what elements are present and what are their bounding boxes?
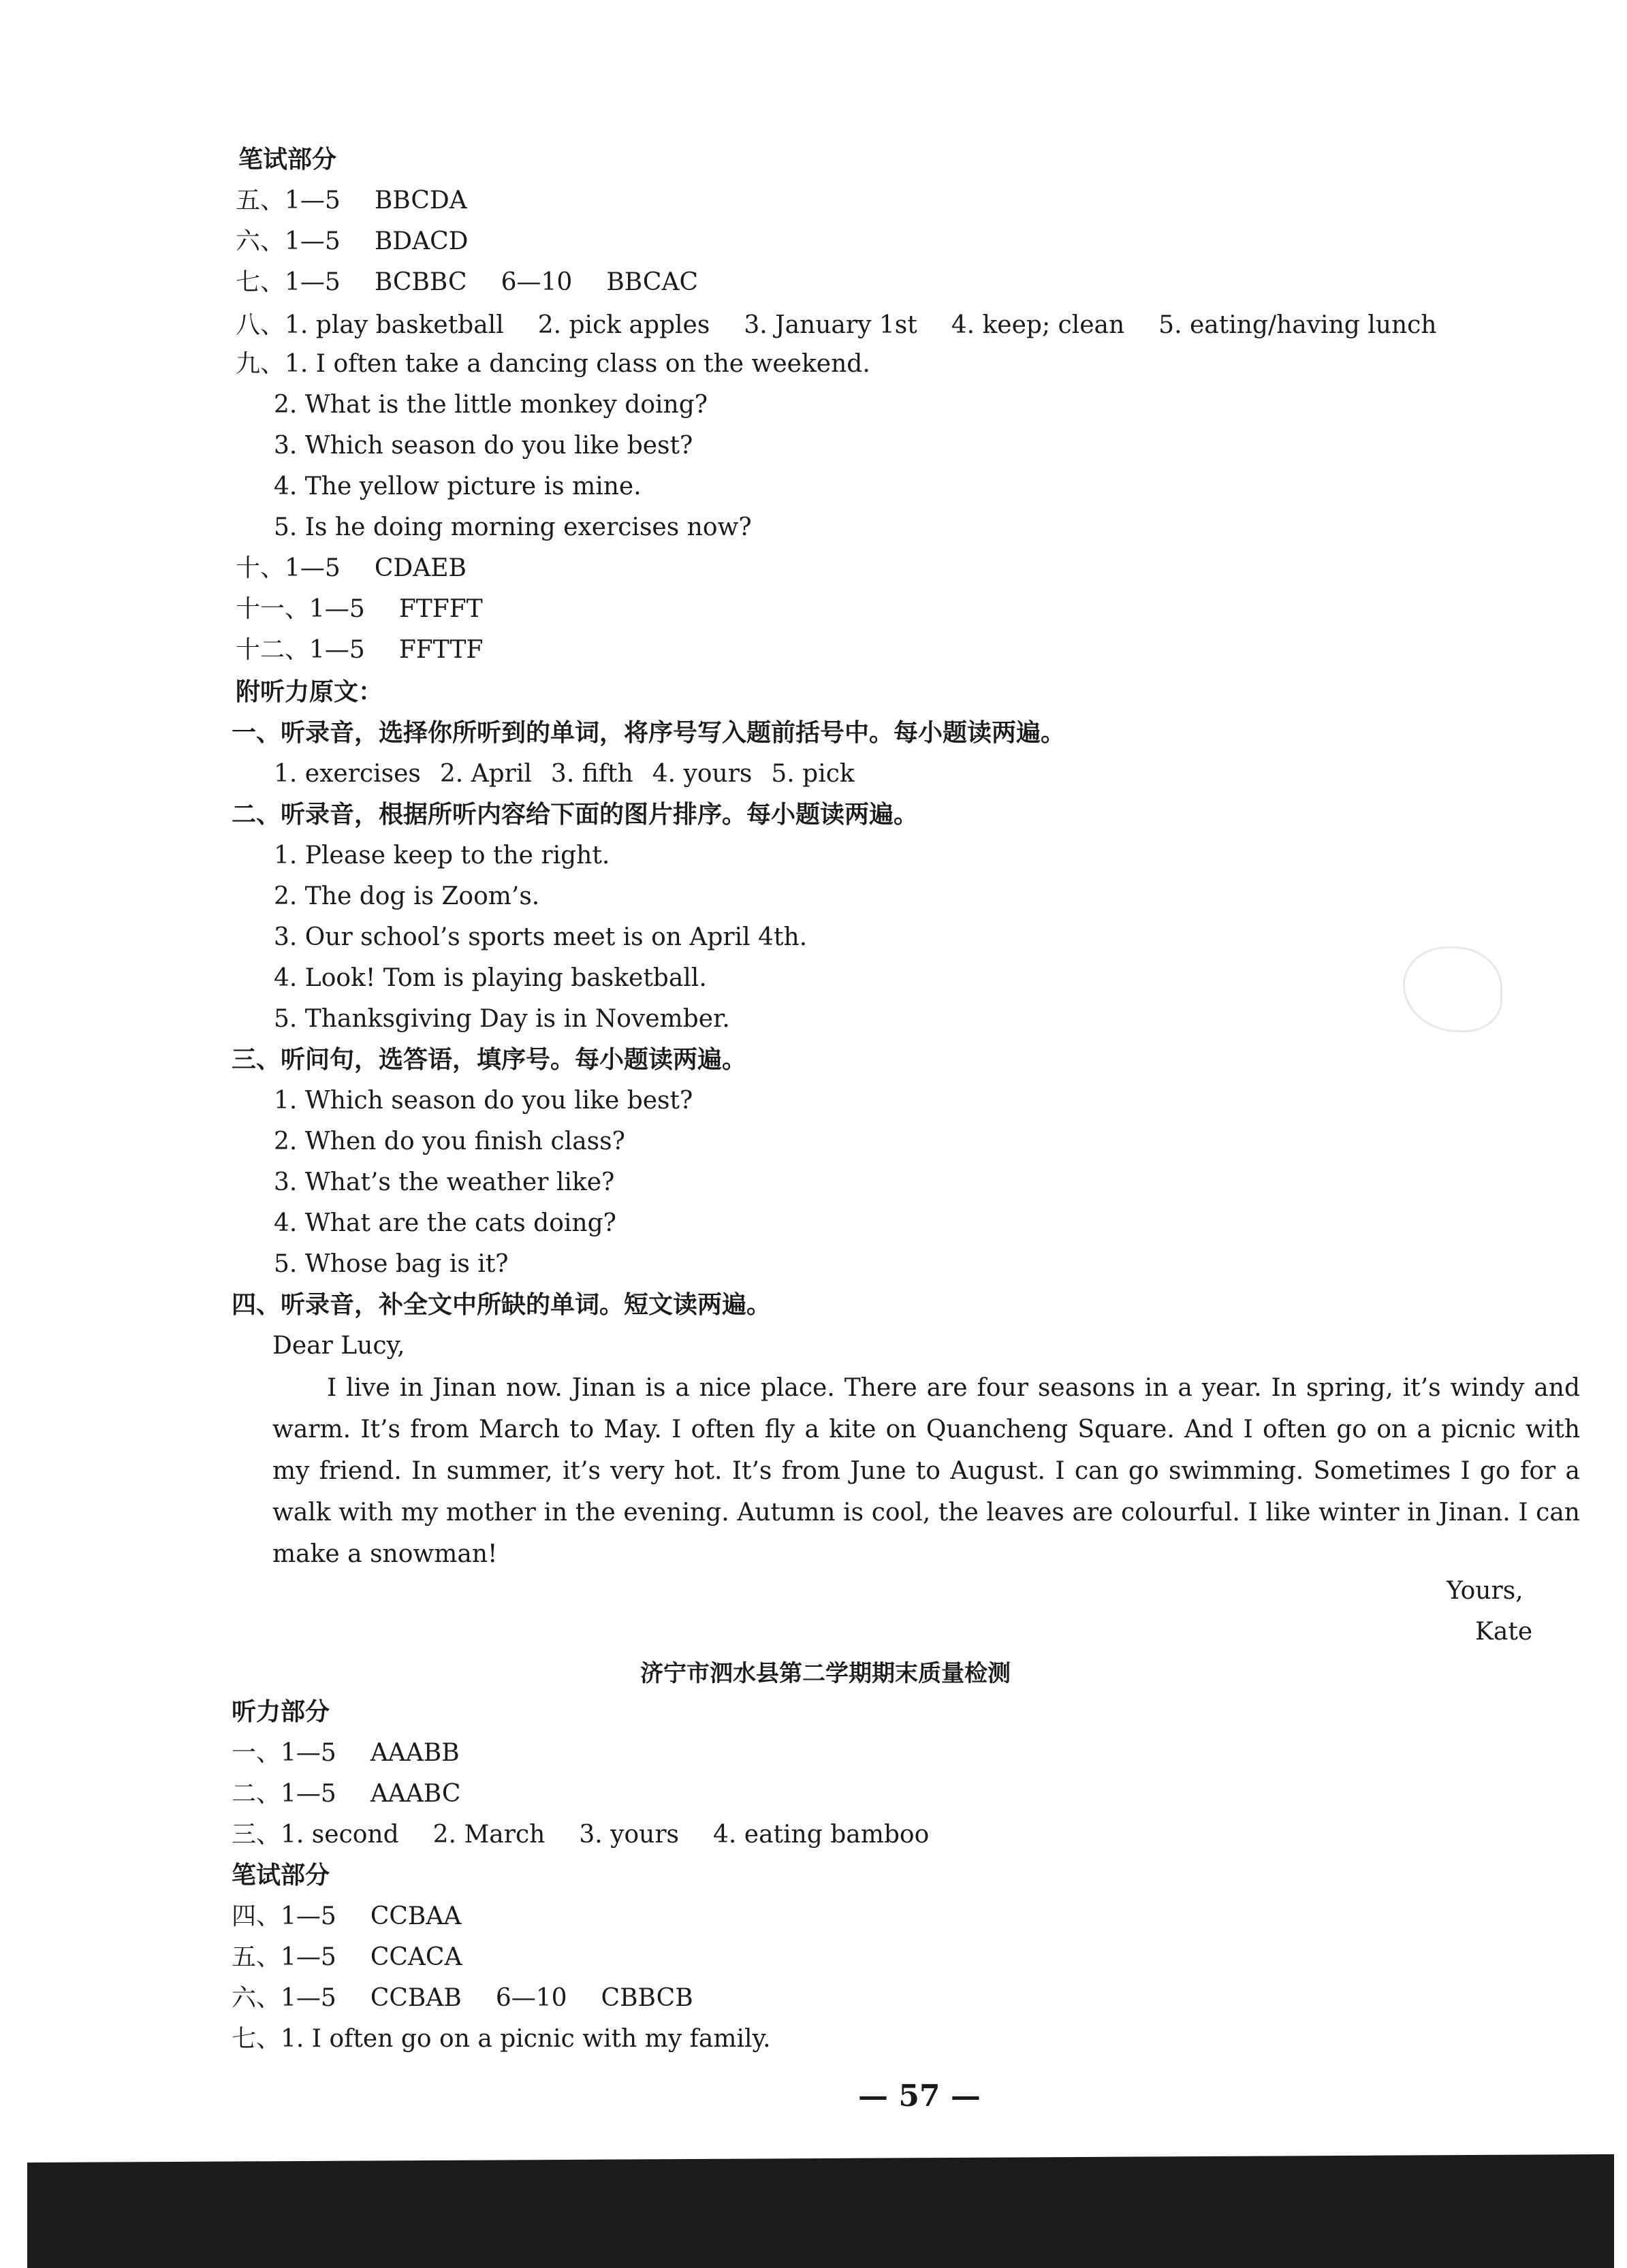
listening-part3-item-3: 3. What’s the weather like? (274, 1168, 615, 1196)
listening-part3-item-5: 5. Whose bag is it? (274, 1250, 509, 1278)
page-number: — 57 — (858, 2079, 981, 2113)
answer-row-s2-7: 七、1. I often go on a picnic with my family. (232, 2025, 771, 2053)
letter-closing: Yours, (1447, 1577, 1523, 1605)
listening-script-heading: 附听力原文： (236, 678, 383, 706)
written-part-heading-2: 笔试部分 (232, 1862, 330, 1889)
answer-row-8: 八、1. play basketball 2. pick apples 3. January 1st 4. keep; clean 5. eating/having lunch (236, 311, 1437, 339)
letter-signature: Kate (1475, 1618, 1533, 1646)
letter-greeting: Dear Lucy, (272, 1332, 405, 1360)
listening-part3-item-4: 4. What are the cats doing? (274, 1209, 616, 1237)
answer-row-s2-2: 二、1—5 AAABC (232, 1780, 461, 1808)
listening-part-heading: 听力部分 (232, 1698, 330, 1726)
listening-part2-item-3: 3. Our school’s sports meet is on April 4th. (274, 923, 808, 951)
listening-part2-item-1: 1. Please keep to the right. (274, 842, 610, 869)
answer-9-item-4: 4. The yellow picture is mine. (274, 473, 642, 500)
answer-row-12: 十二、1—5 FFTTF (236, 636, 484, 664)
answer-row-9: 九、1. I often take a dancing class on the weekend. (236, 350, 870, 378)
answer-row-s2-3: 三、1. second 2. March 3. yours 4. eating bamboo (232, 1821, 930, 1849)
listening-part2-item-2: 2. The dog is Zoom’s. (274, 882, 540, 910)
answer-row-7: 七、1—5 BCBBC 6—10 BBCAC (236, 268, 698, 296)
answer-9-item-2: 2. What is the little monkey doing? (274, 391, 708, 419)
answer-9-item-5: 5. Is he doing morning exercises now? (274, 513, 752, 541)
answer-row-s2-4: 四、1—5 CCBAA (232, 1902, 462, 1930)
listening-part3-item-1: 1. Which season do you like best? (274, 1087, 693, 1115)
listening-part4-title: 四、听录音，补全文中所缺的单词。短文读两遍。 (232, 1291, 772, 1319)
letter-body: I live in Jinan now. Jinan is a nice place. There are four seasons in a year. In spring, it’s windy and warm. It’s from March to May. I often fly a kite on Quancheng Square. And I often go on a picnic with my friend. In summer, it’s very hot. It’s from June to August. I can go swimming. Sometimes I go for a walk with my mother in the evening. Autumn is cool, the leaves are colourful. I like winter in Jinan. I can make a snowman! (272, 1374, 1580, 1568)
answer-row-10: 十、1—5 CDAEB (236, 554, 467, 582)
listening-part2-item-4: 4. Look! Tom is playing basketball. (274, 964, 707, 992)
stamp-mark (1403, 946, 1502, 1032)
answer-row-11: 十一、1—5 FTFFT (236, 595, 483, 623)
scan-bottom-bar (27, 2167, 1614, 2268)
listening-part3-item-2: 2. When do you finish class? (274, 1128, 625, 1155)
answer-row-5: 五、1—5 BBCDA (236, 187, 467, 214)
answer-row-s2-6: 六、1—5 CCBAB 6—10 CBBCB (232, 1984, 693, 2012)
answer-row-s2-5: 五、1—5 CCACA (232, 1943, 462, 1971)
listening-part2-item-5: 5. Thanksgiving Day is in November. (274, 1005, 730, 1033)
answer-9-item-3: 3. Which season do you like best? (274, 432, 693, 460)
section-title: 济宁市泗水县第二学期期末质量检测 (640, 1660, 1011, 1687)
listening-part1-items: 1. exercises 2. April 3. fifth 4. yours 5. pick (274, 760, 855, 788)
written-part-heading: 笔试部分 (238, 146, 337, 174)
listening-part1-title: 一、听录音，选择你所听到的单词，将序号写入题前括号中。每小题读两遍。 (232, 719, 1066, 747)
answer-row-6: 六、1—5 BDACD (236, 227, 469, 255)
listening-part3-title: 三、听问句，选答语，填序号。每小题读两遍。 (232, 1046, 747, 1074)
answer-row-s2-1: 一、1—5 AAABB (232, 1739, 460, 1767)
listening-part2-title: 二、听录音，根据所听内容给下面的图片排序。每小题读两遍。 (232, 801, 919, 829)
